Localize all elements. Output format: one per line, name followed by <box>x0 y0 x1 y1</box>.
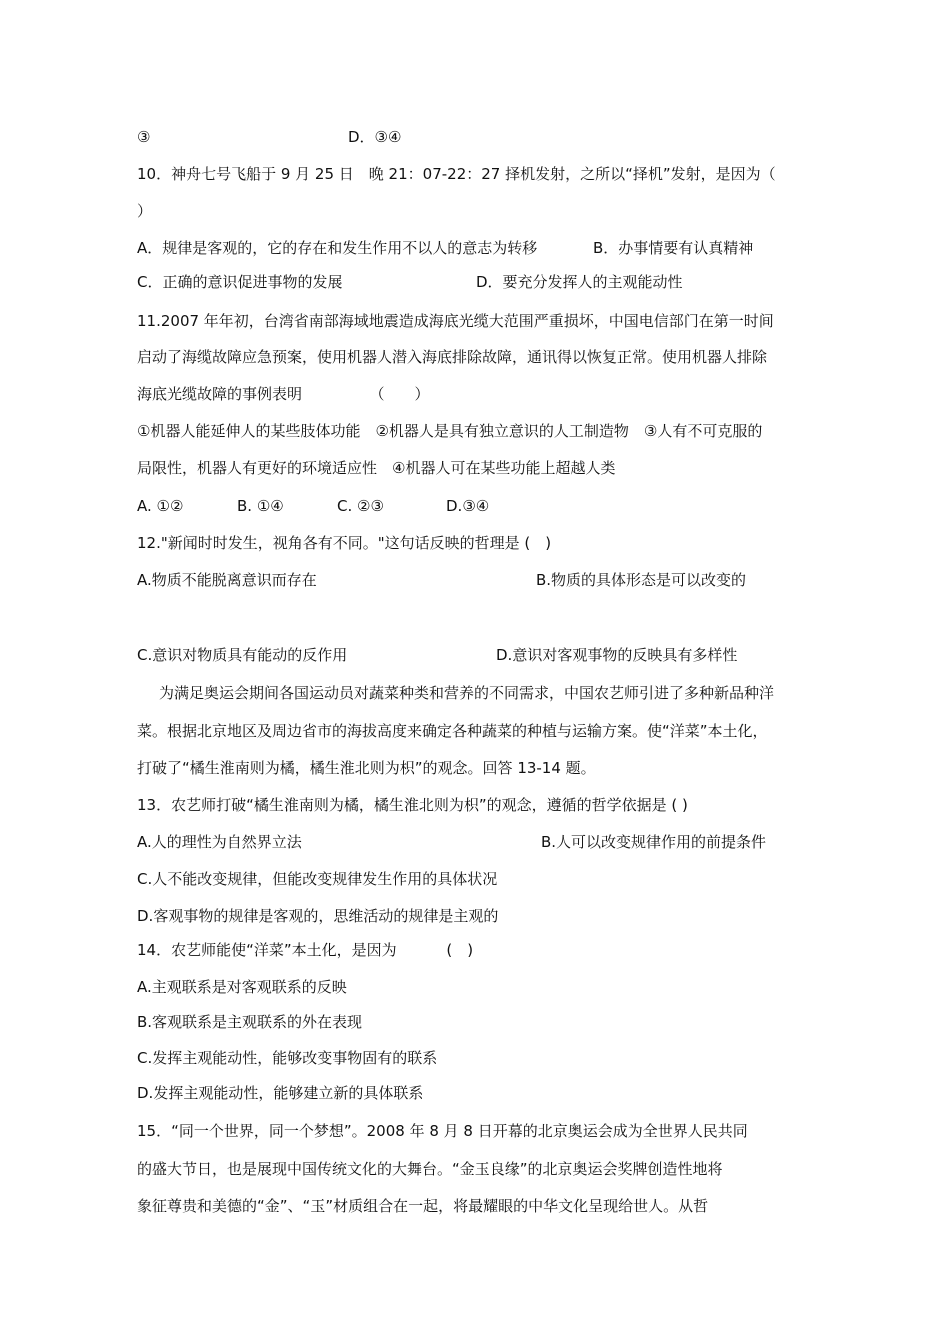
q11-stem-1: 11.2007 年年初，台湾省南部海域地震造成海底光缆大范围严重损坏，中国电信部门在第一时间 <box>137 312 774 330</box>
q15-stem-1: 15．“同一个世界，同一个梦想”。2008 年 8 月 8 日开幕的北京奥运会成为全世界人民共同 <box>137 1122 748 1140</box>
q13-options-ab <box>137 832 767 852</box>
q13-option-b: B.人可以改变规律作用的前提条件 <box>541 833 767 851</box>
q13-stem: 13．农艺师打破“橘生淮南则为橘，橘生淮北则为枳”的观念，遵循的哲学依据是 ( ) <box>137 796 688 814</box>
q12-stem: 12."新闻时时发生，视角各有不同。"这句话反映的哲理是 ( ) <box>137 534 552 552</box>
q11-statements-1: ①机器人能延伸人的某些肢体功能 ②机器人是具有独立意识的人工制造物 ③人有不可克服的 <box>137 422 763 440</box>
q10-options-ab <box>137 238 754 258</box>
q11-stem-3: 海底光缆故障的事例表明 （ ） <box>137 385 430 403</box>
q11-stem-2: 启动了海缆故障应急预案，使用机器人潜入海底排除故障，通讯得以恢复正常。使用机器人排除 <box>137 348 768 366</box>
q14-option-c: C.发挥主观能动性，能够改变事物固有的联系 <box>137 1049 438 1067</box>
q12-option-d: D.意识对客观事物的反映具有多样性 <box>496 646 738 664</box>
q12-option-a: A.物质不能脱离意识而存在 <box>137 571 317 589</box>
q11-option-b: B. ①④ <box>237 497 284 515</box>
q11-options <box>137 496 490 516</box>
q11-option-a: A. ①② <box>137 497 184 515</box>
q13-option-c: C.人不能改变规律，但能改变规律发生作用的具体状况 <box>137 870 498 888</box>
q9-option-d: D．③④ <box>348 128 402 146</box>
q10-option-a: A．规律是客观的，它的存在和发生作用不以人的意志为转移 <box>137 239 538 257</box>
q12-option-c: C.意识对物质具有能动的反作用 <box>137 646 348 664</box>
q10-option-c: C．正确的意识促进事物的发展 <box>137 273 343 291</box>
q14-stem: 14．农艺师能使“洋菜”本土化，是因为 ( ) <box>137 941 474 959</box>
q14-option-b: B.客观联系是主观联系的外在表现 <box>137 1013 363 1031</box>
q11-statements-2: 局限性，机器人有更好的环境适应性 ④机器人可在某些功能上超越人类 <box>137 459 616 477</box>
q10-stem: 10．神舟七号飞船于 9 月 25 日 晚 21：07-22：27 择机发射，之所以“择机”发射，是因为（ <box>137 165 776 183</box>
q10-option-d: D．要充分发挥人的主观能动性 <box>476 273 683 291</box>
passage-line-2: 菜。根据北京地区及周边省市的海拔高度来确定各种蔬菜的种植与运输方案。使“洋菜”本土化， <box>137 722 768 740</box>
passage-line-3: 打破了“橘生淮南则为橘，橘生淮北则为枳”的观念。回答 13-14 题。 <box>137 759 596 777</box>
q11-option-d: D.③④ <box>446 497 490 515</box>
q15-stem-2: 的盛大节日，也是展现中国传统文化的大舞台。“金玉良缘”的北京奥运会奖牌创造性地将 <box>137 1160 723 1178</box>
q12-option-b: B.物质的具体形态是可以改变的 <box>536 571 747 589</box>
q9-option-c-text: ③ <box>137 128 151 146</box>
q9-option-c-tail <box>137 127 402 147</box>
q12-options-ab <box>137 570 747 590</box>
q13-option-a: A.人的理性为自然界立法 <box>137 833 302 851</box>
q13-option-d: D.客观事物的规律是客观的，思维活动的规律是主观的 <box>137 907 499 925</box>
q14-option-d: D.发挥主观能动性，能够建立新的具体联系 <box>137 1084 424 1102</box>
q10-stem-cont: ） <box>137 202 153 220</box>
q10-option-b: B．办事情要有认真精神 <box>593 239 754 257</box>
q15-stem-3: 象征尊贵和美德的“金”、“玉”材质组合在一起，将最耀眼的中华文化呈现给世人。从哲 <box>137 1197 709 1215</box>
q14-option-a: A.主观联系是对客观联系的反映 <box>137 978 347 996</box>
passage-line-1: 为满足奥运会期间各国运动员对蔬菜种类和营养的不同需求，中国农艺师引进了多种新品种洋 <box>159 684 775 702</box>
q10-options-cd <box>137 272 683 292</box>
q11-option-c: C. ②③ <box>337 497 384 515</box>
q12-options-cd <box>137 645 738 665</box>
